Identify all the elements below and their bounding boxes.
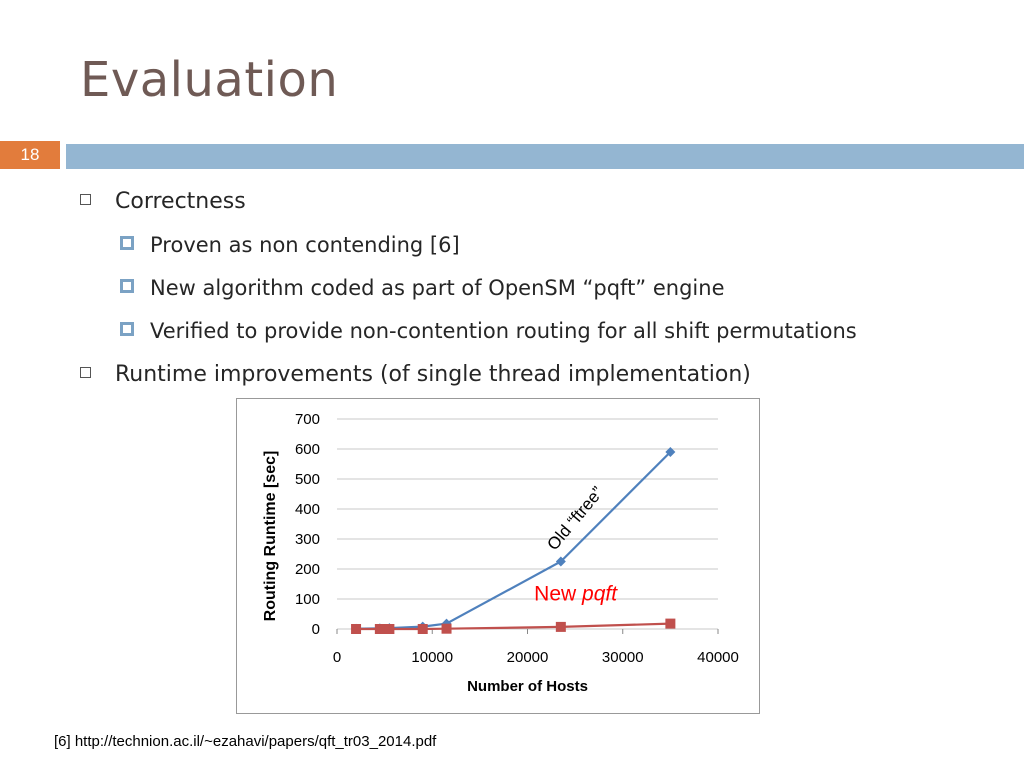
x-tick-label: 40000 — [697, 649, 739, 666]
bullet-item — [80, 362, 751, 387]
y-tick-label: 100 — [294, 591, 320, 608]
bullet-text: Proven as non contending [6] — [150, 233, 460, 257]
sub-bullet-item — [120, 233, 460, 257]
hollow-square-bullet-icon — [80, 194, 91, 205]
slide-number: 18 — [0, 141, 60, 169]
x-tick-label: 30000 — [601, 649, 644, 666]
runtime-chart-svg — [237, 399, 759, 713]
data-point-square — [384, 624, 394, 634]
slide-title: Evaluation — [80, 52, 339, 108]
x-tick-label: 20000 — [506, 649, 549, 666]
framed-square-bullet-icon — [120, 322, 134, 336]
bullet-item — [80, 189, 246, 214]
data-point-square — [418, 624, 428, 634]
x-axis-title: Number of Hosts — [467, 678, 588, 695]
y-tick-label: 300 — [294, 531, 320, 548]
data-point-square — [556, 622, 566, 632]
framed-square-bullet-icon — [120, 279, 134, 293]
bullet-text: Runtime improvements (of single thread implementation) — [115, 362, 751, 387]
footnote-reference: [6] http://technion.ac.il/~ezahavi/papers/qft_tr03_2014.pdf — [54, 733, 437, 750]
hollow-square-bullet-icon — [80, 367, 91, 378]
sub-bullet-item — [120, 319, 857, 343]
y-tick-label: 600 — [294, 441, 320, 458]
y-tick-label: 0 — [311, 621, 320, 638]
y-tick-label: 200 — [294, 561, 320, 578]
x-tick-label: 0 — [332, 649, 342, 666]
data-point-square — [442, 624, 452, 634]
old-ftree-annotation: Old “ftree” — [543, 483, 608, 554]
y-tick-label: 400 — [294, 501, 320, 518]
y-tick-label: 500 — [294, 471, 320, 488]
y-axis-title: Routing Runtime [sec] — [262, 450, 279, 622]
framed-square-bullet-icon — [120, 236, 134, 250]
bullet-text: Correctness — [115, 189, 246, 214]
bullet-text: New algorithm coded as part of OpenSM “pqft” engine — [150, 276, 725, 300]
y-tick-label: 700 — [294, 411, 320, 428]
title-accent-bar — [66, 144, 1024, 169]
new-pqft-annotation: New pqft — [534, 582, 618, 606]
runtime-chart — [236, 398, 760, 714]
bullet-text: Verified to provide non-contention routing for all shift permutations — [150, 319, 857, 343]
data-point-square — [351, 624, 361, 634]
series-line — [356, 624, 670, 629]
x-tick-label: 10000 — [411, 649, 454, 666]
sub-bullet-item — [120, 276, 725, 300]
data-point-square — [375, 624, 385, 634]
data-point-square — [665, 619, 675, 629]
